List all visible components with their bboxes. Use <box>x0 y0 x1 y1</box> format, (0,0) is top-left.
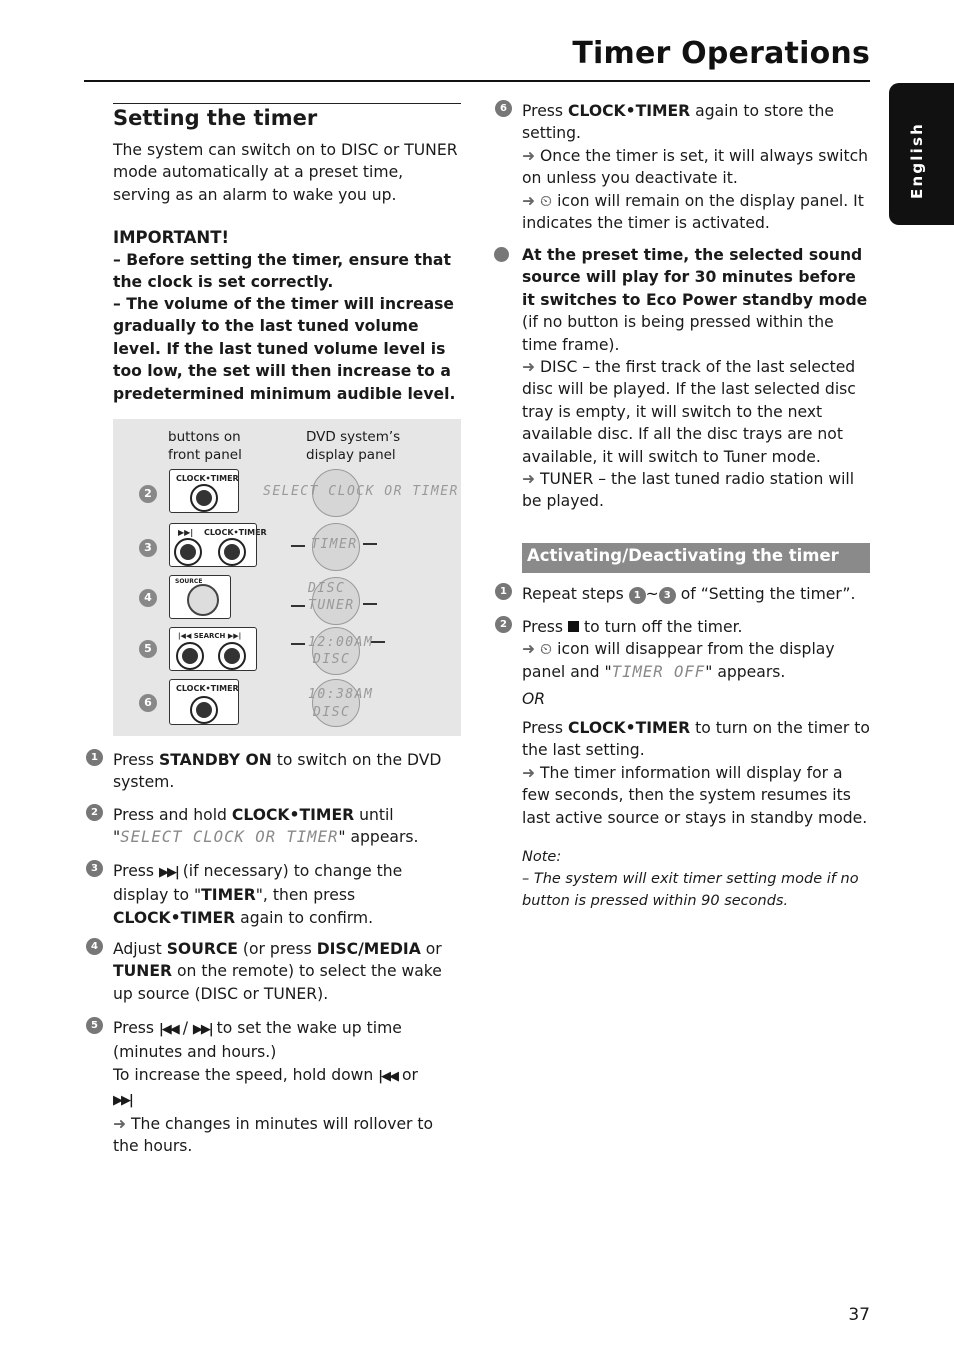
diagram-step-number: 4 <box>139 589 157 607</box>
clock-timer-button <box>169 679 239 725</box>
button-label: CLOCK•TIMER <box>176 684 239 693</box>
source-knob <box>169 575 231 619</box>
flash-mark <box>363 543 377 545</box>
diagram-step-number: 3 <box>139 539 157 557</box>
important-1: – Before setting the timer, ensure that the clock is set correctly. <box>113 251 451 292</box>
step-3-text: Press ▶▶| (if necessary) to change the display to "TIMER", then press CLOCK•TIMER again to confirm. <box>113 862 403 927</box>
arrow-icon: ➜ <box>522 470 536 489</box>
intro-text: The system can switch on to DISC or TUNER mode automatically at a preset time, serving as an alarm to wake you up. <box>113 141 458 204</box>
flash-mark <box>291 605 305 607</box>
search-buttons <box>169 627 257 671</box>
diagram-step-number: 2 <box>139 485 157 503</box>
next-and-clock-buttons <box>169 523 267 567</box>
arrow-icon: ➜ <box>522 763 536 782</box>
dial-icon <box>187 584 219 616</box>
knob-icon <box>190 696 218 724</box>
next-icon: ▶▶| <box>113 1093 132 1109</box>
language-tab-label: English <box>908 122 926 199</box>
or-label: OR <box>522 690 546 708</box>
display-text: DISC <box>313 705 351 720</box>
button-label: ▶▶| <box>178 528 194 537</box>
display-text: SELECT CLOCK OR TIMER <box>263 484 459 499</box>
bullet-icon <box>494 247 509 262</box>
diagram-step-number: 5 <box>139 640 157 658</box>
step-number: 5 <box>86 1017 103 1034</box>
step-2-text: Press and hold CLOCK•TIMER until "SELECT CLOCK OR TIMER" appears. <box>113 806 419 847</box>
display-text: DISC <box>308 581 346 596</box>
caption-display-panel: DVD system’s display panel <box>306 429 401 463</box>
button-label: |◀◀ SEARCH ▶▶| <box>178 632 242 640</box>
timer-diagram <box>113 419 461 736</box>
flash-mark <box>291 545 305 547</box>
flash-mark <box>291 643 305 645</box>
step-number: 3 <box>86 860 103 877</box>
display-text: TUNER <box>308 598 355 613</box>
timer-icon: ⏲ <box>540 191 553 210</box>
knob-icon <box>176 642 204 670</box>
knob-icon <box>218 538 246 566</box>
activate-step-2b: Press CLOCK•TIMER to turn on the timer to the last setting. ➜ The timer information will display for a few seconds, then the system resumes its last active source or stays in standby mode. <box>522 719 870 827</box>
step-6-text: Press CLOCK•TIMER again to store the setting. ➜ Once the timer is set, it will always switch on unless you deactivate it. ➜ ⏲ icon will remain on the display panel. It indicates the timer is activated. <box>522 102 869 233</box>
next-icon: ▶▶| <box>192 1022 212 1037</box>
step-4-text: Adjust SOURCE (or press DISC/MEDIA or TUNER on the remote) to select the wake up source (DISC or TUNER). <box>113 940 442 1003</box>
display-text: DISC <box>313 652 351 667</box>
step-number: 2 <box>495 616 512 633</box>
important-label: IMPORTANT! <box>113 228 229 247</box>
knob-icon <box>174 538 202 566</box>
step-5-text: Press |◀◀ / ▶▶| to set the wake up time (minutes and hours.) To increase the speed, hold down |◀◀ or ▶▶| ➜ The changes in minutes will rollover to the hours. <box>113 1019 434 1156</box>
arrow-icon: ➜ <box>522 358 536 377</box>
preset-text: At the preset time, the selected sound source will play for 30 minutes before it switches to Eco Power standby mode (if no button is being pressed within the time frame). ➜ DISC – the first track of the last selected disc will be played. If the last selected disc tray is empty, it will switch to the next available disc. If all the disc trays are not available, it will switch to Tuner mode. ➜ TUNER – the last tuned radio station will be played. <box>522 246 868 511</box>
step-number: 2 <box>86 804 103 821</box>
display-text: 10:38AM <box>308 687 374 702</box>
section-heading: Setting the timer <box>113 106 318 130</box>
clock-timer-button <box>169 469 239 513</box>
prev-icon: |◀◀ <box>378 1068 398 1084</box>
prev-icon: |◀◀ <box>159 1022 178 1037</box>
title-rule <box>84 80 870 82</box>
step-number: 1 <box>86 749 103 766</box>
activate-step-1: Repeat steps 1 ~ 3 of “Setting the timer”. <box>522 585 856 603</box>
activate-step-2: Press to turn off the timer. ➜ ⏲ icon will disappear from the display panel and "TIMER OFF" appears. <box>522 618 835 681</box>
knob-icon <box>218 642 246 670</box>
display-text: 12:00AM <box>308 635 374 650</box>
stop-icon <box>568 621 579 632</box>
timer-icon: ⏲ <box>540 640 553 659</box>
page-title: Timer Operations <box>572 36 870 71</box>
activating-heading: Activating/Deactivating the timer <box>527 546 839 565</box>
arrow-icon: ➜ <box>522 146 536 165</box>
button-label: CLOCK•TIMER <box>204 528 267 537</box>
knob-icon <box>190 484 218 512</box>
arrow-icon: ➜ <box>113 1114 127 1133</box>
button-label: SOURCE <box>175 578 203 585</box>
note-label: Note: <box>522 849 562 865</box>
step-number: 4 <box>86 938 103 955</box>
flash-mark <box>363 603 377 605</box>
note-text: – The system will exit timer setting mode if no button is pressed within 90 seconds. <box>522 871 859 910</box>
arrow-icon: ➜ <box>522 640 536 659</box>
next-icon: ▶▶| <box>159 865 178 880</box>
display-text: TIMER <box>311 537 358 552</box>
diagram-step-number: 6 <box>139 694 157 712</box>
arrow-icon: ➜ <box>522 191 536 210</box>
page-number: 37 <box>848 1305 870 1325</box>
activating-heading-bar <box>522 543 870 573</box>
step-1-text: Press STANDBY ON to switch on the DVD system. <box>113 751 442 792</box>
important-2: – The volume of the timer will increase gradually to the last tuned volume level. If the last tuned volume level is too low, the set will then increase to a predetermined minimum audible level. <box>113 295 456 403</box>
step-number: 1 <box>495 583 512 600</box>
section-rule <box>113 103 461 104</box>
button-label: CLOCK•TIMER <box>176 474 239 483</box>
caption-front-panel: buttons on front panel <box>168 429 242 463</box>
step-number: 6 <box>495 100 512 117</box>
language-tab <box>889 83 954 225</box>
